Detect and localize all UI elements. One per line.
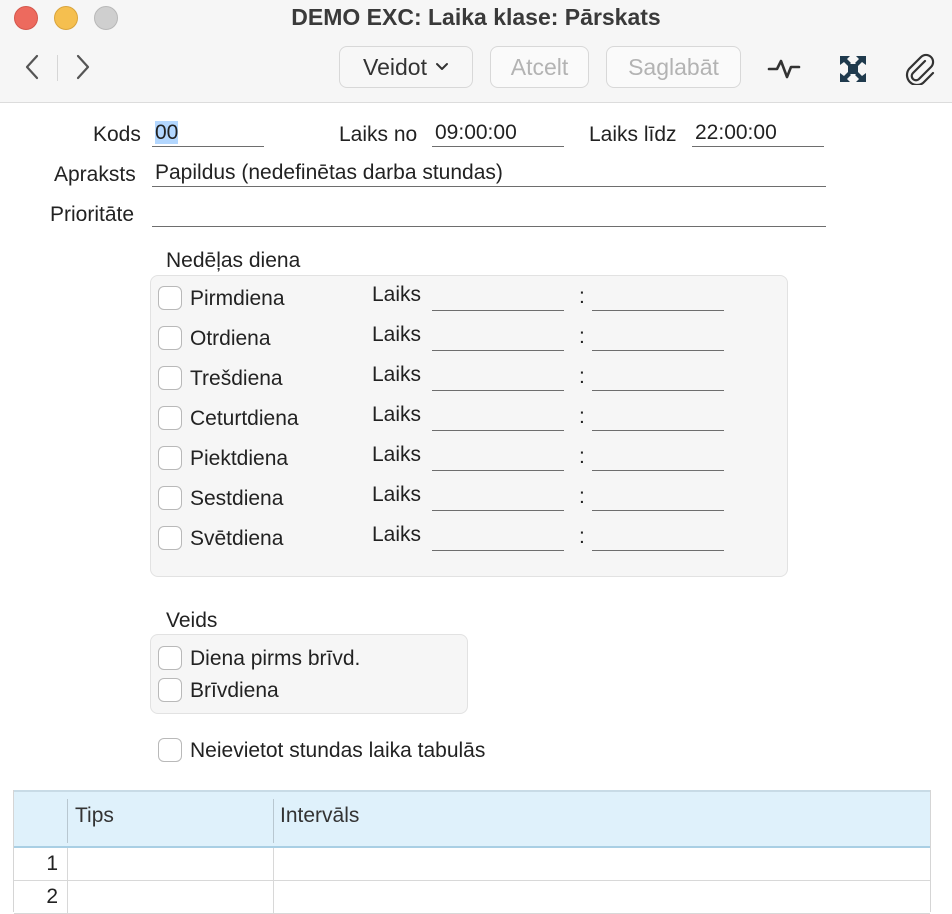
expand-icon[interactable] [836, 53, 870, 85]
laiks-no-field[interactable]: 09:00:00 [432, 121, 564, 147]
veidot-label: Veidot [363, 53, 427, 80]
row-number: 1 [46, 852, 58, 875]
column-separator [67, 799, 68, 843]
window-title: DEMO EXC: Laika klase: Pārskats [291, 4, 661, 30]
column-separator [273, 799, 274, 843]
apraksts-label: Apraksts [54, 163, 136, 186]
prioritate-label: Prioritāte [50, 203, 135, 226]
laiks-lidz-label: Laiks līdz [589, 123, 677, 146]
weekday-time-to-field[interactable] [592, 430, 724, 431]
table-row[interactable] [14, 848, 930, 881]
time-separator: : [579, 325, 585, 348]
time-separator: : [579, 445, 585, 468]
weekday-time-to-field[interactable] [592, 350, 724, 351]
kods-label: Kods [93, 123, 141, 146]
weekday-label: Otrdiena [190, 327, 271, 350]
weekday-checkbox-ceturtdiena[interactable] [158, 406, 182, 430]
neievietot-label: Neievietot stundas laika tabulās [190, 739, 486, 762]
weekday-time-to-field[interactable] [592, 390, 724, 391]
time-separator: : [579, 285, 585, 308]
apraksts-field[interactable]: Papildus (nedefinētas darba stundas) [152, 161, 826, 187]
weekday-time-label: Laiks [372, 403, 422, 426]
weekday-checkbox-svetdiena[interactable] [158, 526, 182, 550]
weekday-checkbox-piektdiena[interactable] [158, 446, 182, 470]
diena-pirms-brivd-label: Diena pirms brīvd. [190, 647, 361, 670]
activity-icon[interactable] [767, 53, 801, 85]
weekday-time-from-field[interactable] [432, 510, 564, 511]
row-number: 2 [46, 885, 58, 908]
veids-group-title: Veids [166, 609, 218, 632]
weekday-time-from-field[interactable] [432, 310, 564, 311]
weekday-label: Pirmdiena [190, 287, 285, 310]
back-arrow-icon[interactable] [18, 52, 48, 82]
weekday-time-label: Laiks [372, 323, 422, 346]
weekday-checkbox-pirmdiena[interactable] [158, 286, 182, 310]
brivdiena-checkbox[interactable] [158, 678, 182, 702]
weekday-checkbox-sestdiena[interactable] [158, 486, 182, 510]
atcelt-button[interactable]: Atcelt [490, 46, 589, 88]
weekday-group-title: Nedēļas diena [166, 249, 301, 272]
weekday-time-from-field[interactable] [432, 430, 564, 431]
column-header-tips[interactable]: Tips [75, 804, 114, 827]
weekday-label: Trešdiena [190, 367, 283, 390]
weekday-label: Ceturtdiena [190, 407, 299, 430]
saglabat-button[interactable]: Saglabāt [606, 46, 741, 88]
nav-separator [57, 55, 58, 81]
weekday-label: Piektdiena [190, 447, 289, 470]
interval-table [13, 790, 931, 912]
weekday-time-to-field[interactable] [592, 310, 724, 311]
weekday-time-label: Laiks [372, 483, 422, 506]
column-divider [67, 848, 68, 914]
prioritate-field[interactable] [152, 201, 826, 227]
forward-arrow-icon[interactable] [68, 52, 98, 82]
weekday-time-from-field[interactable] [432, 550, 564, 551]
time-separator: : [579, 405, 585, 428]
kods-field[interactable] [152, 121, 264, 147]
time-separator: : [579, 525, 585, 548]
window-titlebar [0, 0, 952, 103]
table-header [14, 790, 930, 848]
weekday-label: Svētdiena [190, 527, 284, 550]
neievietot-checkbox[interactable] [158, 738, 182, 762]
kods-value: 00 [155, 121, 179, 144]
weekday-checkbox-tresdiena[interactable] [158, 366, 182, 390]
paperclip-icon[interactable] [903, 53, 937, 85]
diena-pirms-brivd-checkbox[interactable] [158, 646, 182, 670]
time-separator: : [579, 485, 585, 508]
brivdiena-label: Brīvdiena [190, 679, 279, 702]
time-separator: : [579, 365, 585, 388]
laiks-no-label: Laiks no [339, 123, 418, 146]
chevron-down-icon [435, 60, 449, 74]
column-divider [273, 848, 274, 914]
weekday-checkbox-otrdiena[interactable] [158, 326, 182, 350]
weekday-time-label: Laiks [372, 363, 422, 386]
weekday-time-label: Laiks [372, 443, 422, 466]
weekday-time-label: Laiks [372, 283, 422, 306]
weekday-time-from-field[interactable] [432, 350, 564, 351]
weekday-time-from-field[interactable] [432, 470, 564, 471]
weekday-time-to-field[interactable] [592, 550, 724, 551]
weekday-time-to-field[interactable] [592, 510, 724, 511]
weekday-time-label: Laiks [372, 523, 422, 546]
table-row[interactable] [14, 881, 930, 914]
column-header-intervals[interactable]: Intervāls [280, 804, 360, 827]
veidot-button[interactable] [339, 46, 473, 88]
weekday-label: Sestdiena [190, 487, 284, 510]
laiks-lidz-field[interactable]: 22:00:00 [692, 121, 824, 147]
weekday-time-to-field[interactable] [592, 470, 724, 471]
weekday-time-from-field[interactable] [432, 390, 564, 391]
